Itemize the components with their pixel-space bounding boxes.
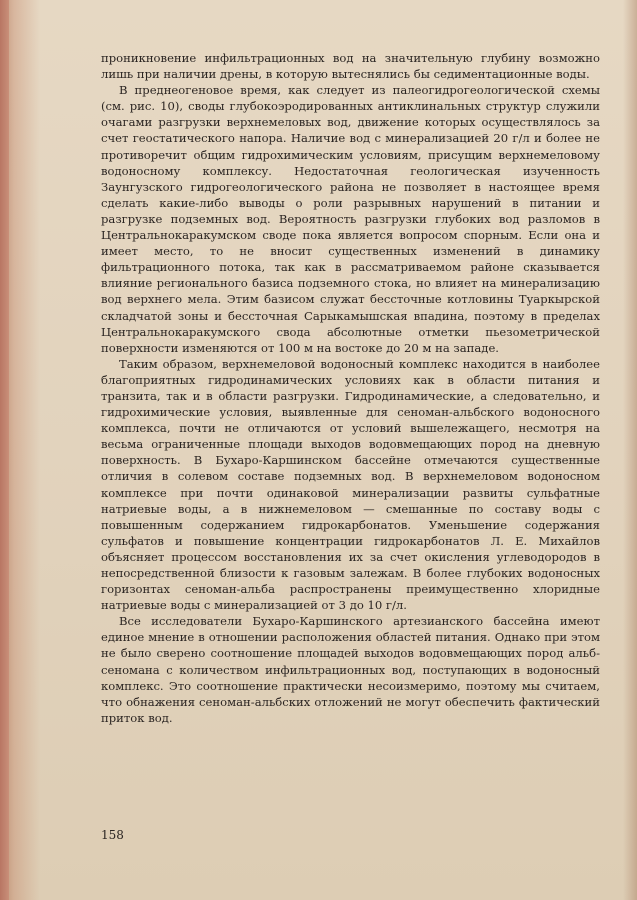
paragraph-preneogene: В преднеогеновое время, как следует из палеогидрогеологической схемы (см. рис. 10), своды глубокоэродированных антиклинальных структур служили очагами разгрузки верхнемеловых вод, движение которых осуществлялось за счет геостатического напора. Наличие вод с минерализацией 20 г/л и более не противоречит общим гидрохимическим условиям, присущим верхнемеловому водоносному комплексу. Недостаточная геологическая изученность Заунгузского гидрогеологического района не позволяет в настоящее время сделать какие-либо выводы о роли разрывных нарушений в питании и разгрузке подземных вод. Вероятность разгрузки глубоких вод разломов в Центральнокаракумском своде пока является вопросом спорным. Если она и имеет место, то не вносит существенных изменений в динамику фильтрационного потока, так как в рассматриваемом районе сказывается влияние регионального базиса подземного стока, но влияет на минерализацию вод верхнего мела. Этим базисом служат бессточные котловины Туаркырской складчатой зоны и бессточная Сарыкамышская впадина, поэтому в пределах Центральнокаракумского свода абсолютные отметки пьезометрической поверхности изменяются от 100 м на востоке до 20 м на западе. bbox=[101, 83, 600, 355]
paragraph-researchers: Все исследователи Бухаро-Каршинского артезианского бассейна имеют единое мнение в отношении расположения областей питания. Однако при этом не было сверено соотношение площадей выходов водовмещающих пород альб-сеномана с количеством инфильтрационных вод, поступающих в водоносный комплекс. Это соотношение практически несоизмеримо, поэтому мы считаем, что обнажения сеноман-альбских отложений не могут обеспечить фактический приток вод. bbox=[101, 614, 600, 725]
paragraph-conclusion: Таким образом, верхнемеловой водоносный комплекс находится в наиболее благоприятных гидродинамических условиях как в области питания и транзита, так и в области разгрузки. Гидродинамические, а следовательно, и гидрохимические условия, выявленные для сеноман-альбского водоносного комплекса, почти не отличаются от условий вышележащего, несмотря на весьма ограниченные площади выходов водовмещающих пород на дневную поверхность. В Бухаро-Каршинском бассейне отмечаются существенные отличия в солевом составе подземных вод. В верхнемеловом водоносном комплексе при почти одинаковой минерализации развиты сульфатные натриевые воды, а в нижнемеловом — смешанные по составу воды с повышенным содержанием гидрокарбонатов. Уменьшение содержания сульфатов и повышение концентрации гидрокарбонатов Л. Е. Михайлов объясняет процессом восстановления их за счет окисления углеводородов в непосредственной близости к газовым залежам. В более глубоких водоносных горизонтах сеноман-альба распространены преимущественно хлоридные натриевые воды с минерализацией от 3 до 10 г/л. bbox=[101, 356, 600, 613]
body-text bbox=[101, 50, 600, 726]
page-spine-edge bbox=[0, 0, 9, 900]
page-number: 158 bbox=[101, 828, 124, 842]
paragraph-continuation: проникновение инфильтрационных вод на значительную глубину возможно лишь при наличии дрены, в которую вытеснялись бы седиментационные воды. bbox=[101, 51, 600, 82]
